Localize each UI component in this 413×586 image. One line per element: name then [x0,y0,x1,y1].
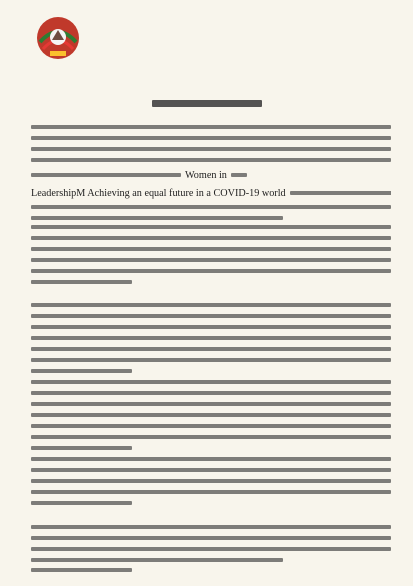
english-phrase-part-2: LeadershipM Achieving an equal future in a COVID-19 world [31,187,286,199]
paragraph-4 [31,380,391,457]
document-heading [0,100,413,107]
paragraph-6 [31,525,391,569]
english-phrase-part-1: Women in [185,169,227,181]
english-line-2 [31,187,391,199]
paragraph-1 [31,125,391,227]
paragraph-5 [31,457,391,512]
english-line-1 [31,169,391,181]
document-heading-text [152,100,262,107]
nepal-emblem-icon [30,12,86,64]
paragraph-2 [31,225,391,291]
paragraph-3 [31,303,391,380]
paragraph-7 [31,568,391,579]
